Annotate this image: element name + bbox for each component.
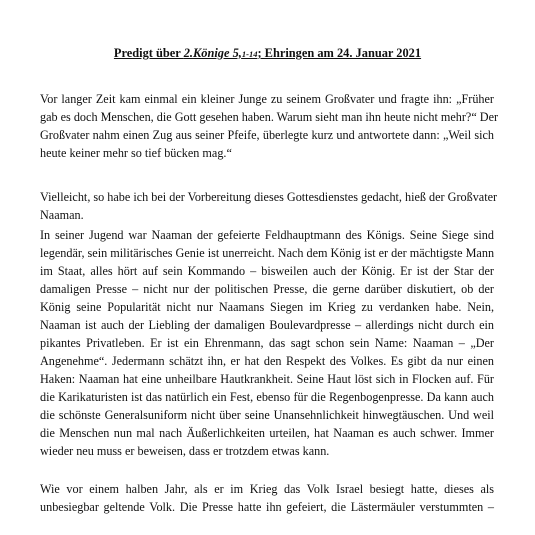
text-line: heute keiner mehr so tief bücken mag.“ — [40, 146, 232, 160]
title-bible-reference: 2.Könige 5, — [183, 46, 242, 60]
text-line: pikantes Privatleben. Er ist ein Ehrenmann, das sagt schon sein Name: Naaman – „Der — [40, 336, 494, 350]
text-line: In seiner Jugend war Naaman der gefeierte Feldhauptmann des Königs. Seine Siege sind — [40, 228, 494, 242]
text-line: wieder neu muss er beweisen, dass er trotzdem etwas kann. — [40, 444, 330, 458]
text-line: die schönste Generalsuniform nicht über seine Unansehnlichkeit hinwegtäuschen. Und weil — [40, 408, 494, 422]
title-place-date: ; Ehringen am 24. Januar 2021 — [257, 46, 422, 60]
text-line: Naaman. — [40, 208, 84, 222]
sermon-title — [0, 46, 535, 61]
text-line: gab es doch Menschen, die Gott gesehen haben. Warum sieht man ihn heute nicht mehr?“ Der — [40, 110, 499, 124]
title-prefix: Predigt über — [113, 46, 184, 60]
text-line: Großvater nahm einen Zug aus seiner Pfeife, überlegte kurz und antwortete dann: „Weil sich — [40, 128, 494, 142]
text-line: König seine Popularität nicht nur Naamans Siegen im Krieg zu verdanken habe. Nein, — [40, 300, 494, 314]
text-line: unbesiegbar geltende Volk. Die Presse hatte ihn gefeiert, die Lästermäuler verstummten – — [40, 500, 494, 514]
text-line: legendär, sein militärisches Genie ist unerreicht. Nach dem König ist er der mächtigste Mann — [40, 246, 495, 260]
text-line: Vielleicht, so habe ich bei der Vorbereitung dieses Gottesdienstes gedacht, hieß der Großvater — [40, 190, 498, 204]
text-line: Vor langer Zeit kam einmal ein kleiner Junge zu seinem Großvater und fragte ihn: „Früher — [40, 92, 494, 106]
title-verses: 1-14 — [241, 49, 258, 59]
text-line: Angenehme“. Jedermann schätzt ihn, er hat den Respekt des Volkes. Es gibt da nur einen — [40, 354, 494, 368]
text-line: Haken: Naaman hat eine unheilbare Hautkrankheit. Seine Haut löst sich in Flocken auf. Für — [40, 372, 494, 386]
text-line: Naaman ist auch der Liebling der damaligen Boulevardpresse – allerdings nicht durch ein — [40, 318, 494, 332]
text-line: die Karikaturisten ist das natürlich ein Fest, ebenso für die Regenbogenpresse. Da kann auch — [40, 390, 494, 404]
text-line: Wie vor einem halben Jahr, als er im Krieg das Volk Israel besiegt hatte, dieses als — [40, 482, 494, 496]
text-line: die Menschen nun mal nach Äußerlichkeiten urteilen, hat Naaman es auch schwer. Immer — [40, 426, 494, 440]
text-line: damaligen Presse – nicht nur der politischen Presse, die gerne darüber diskutiert, ob der — [40, 282, 494, 296]
text-line: im Staat, alles hört auf sein Kommando – bisweilen auch der König. Er ist der Star der — [40, 264, 494, 278]
